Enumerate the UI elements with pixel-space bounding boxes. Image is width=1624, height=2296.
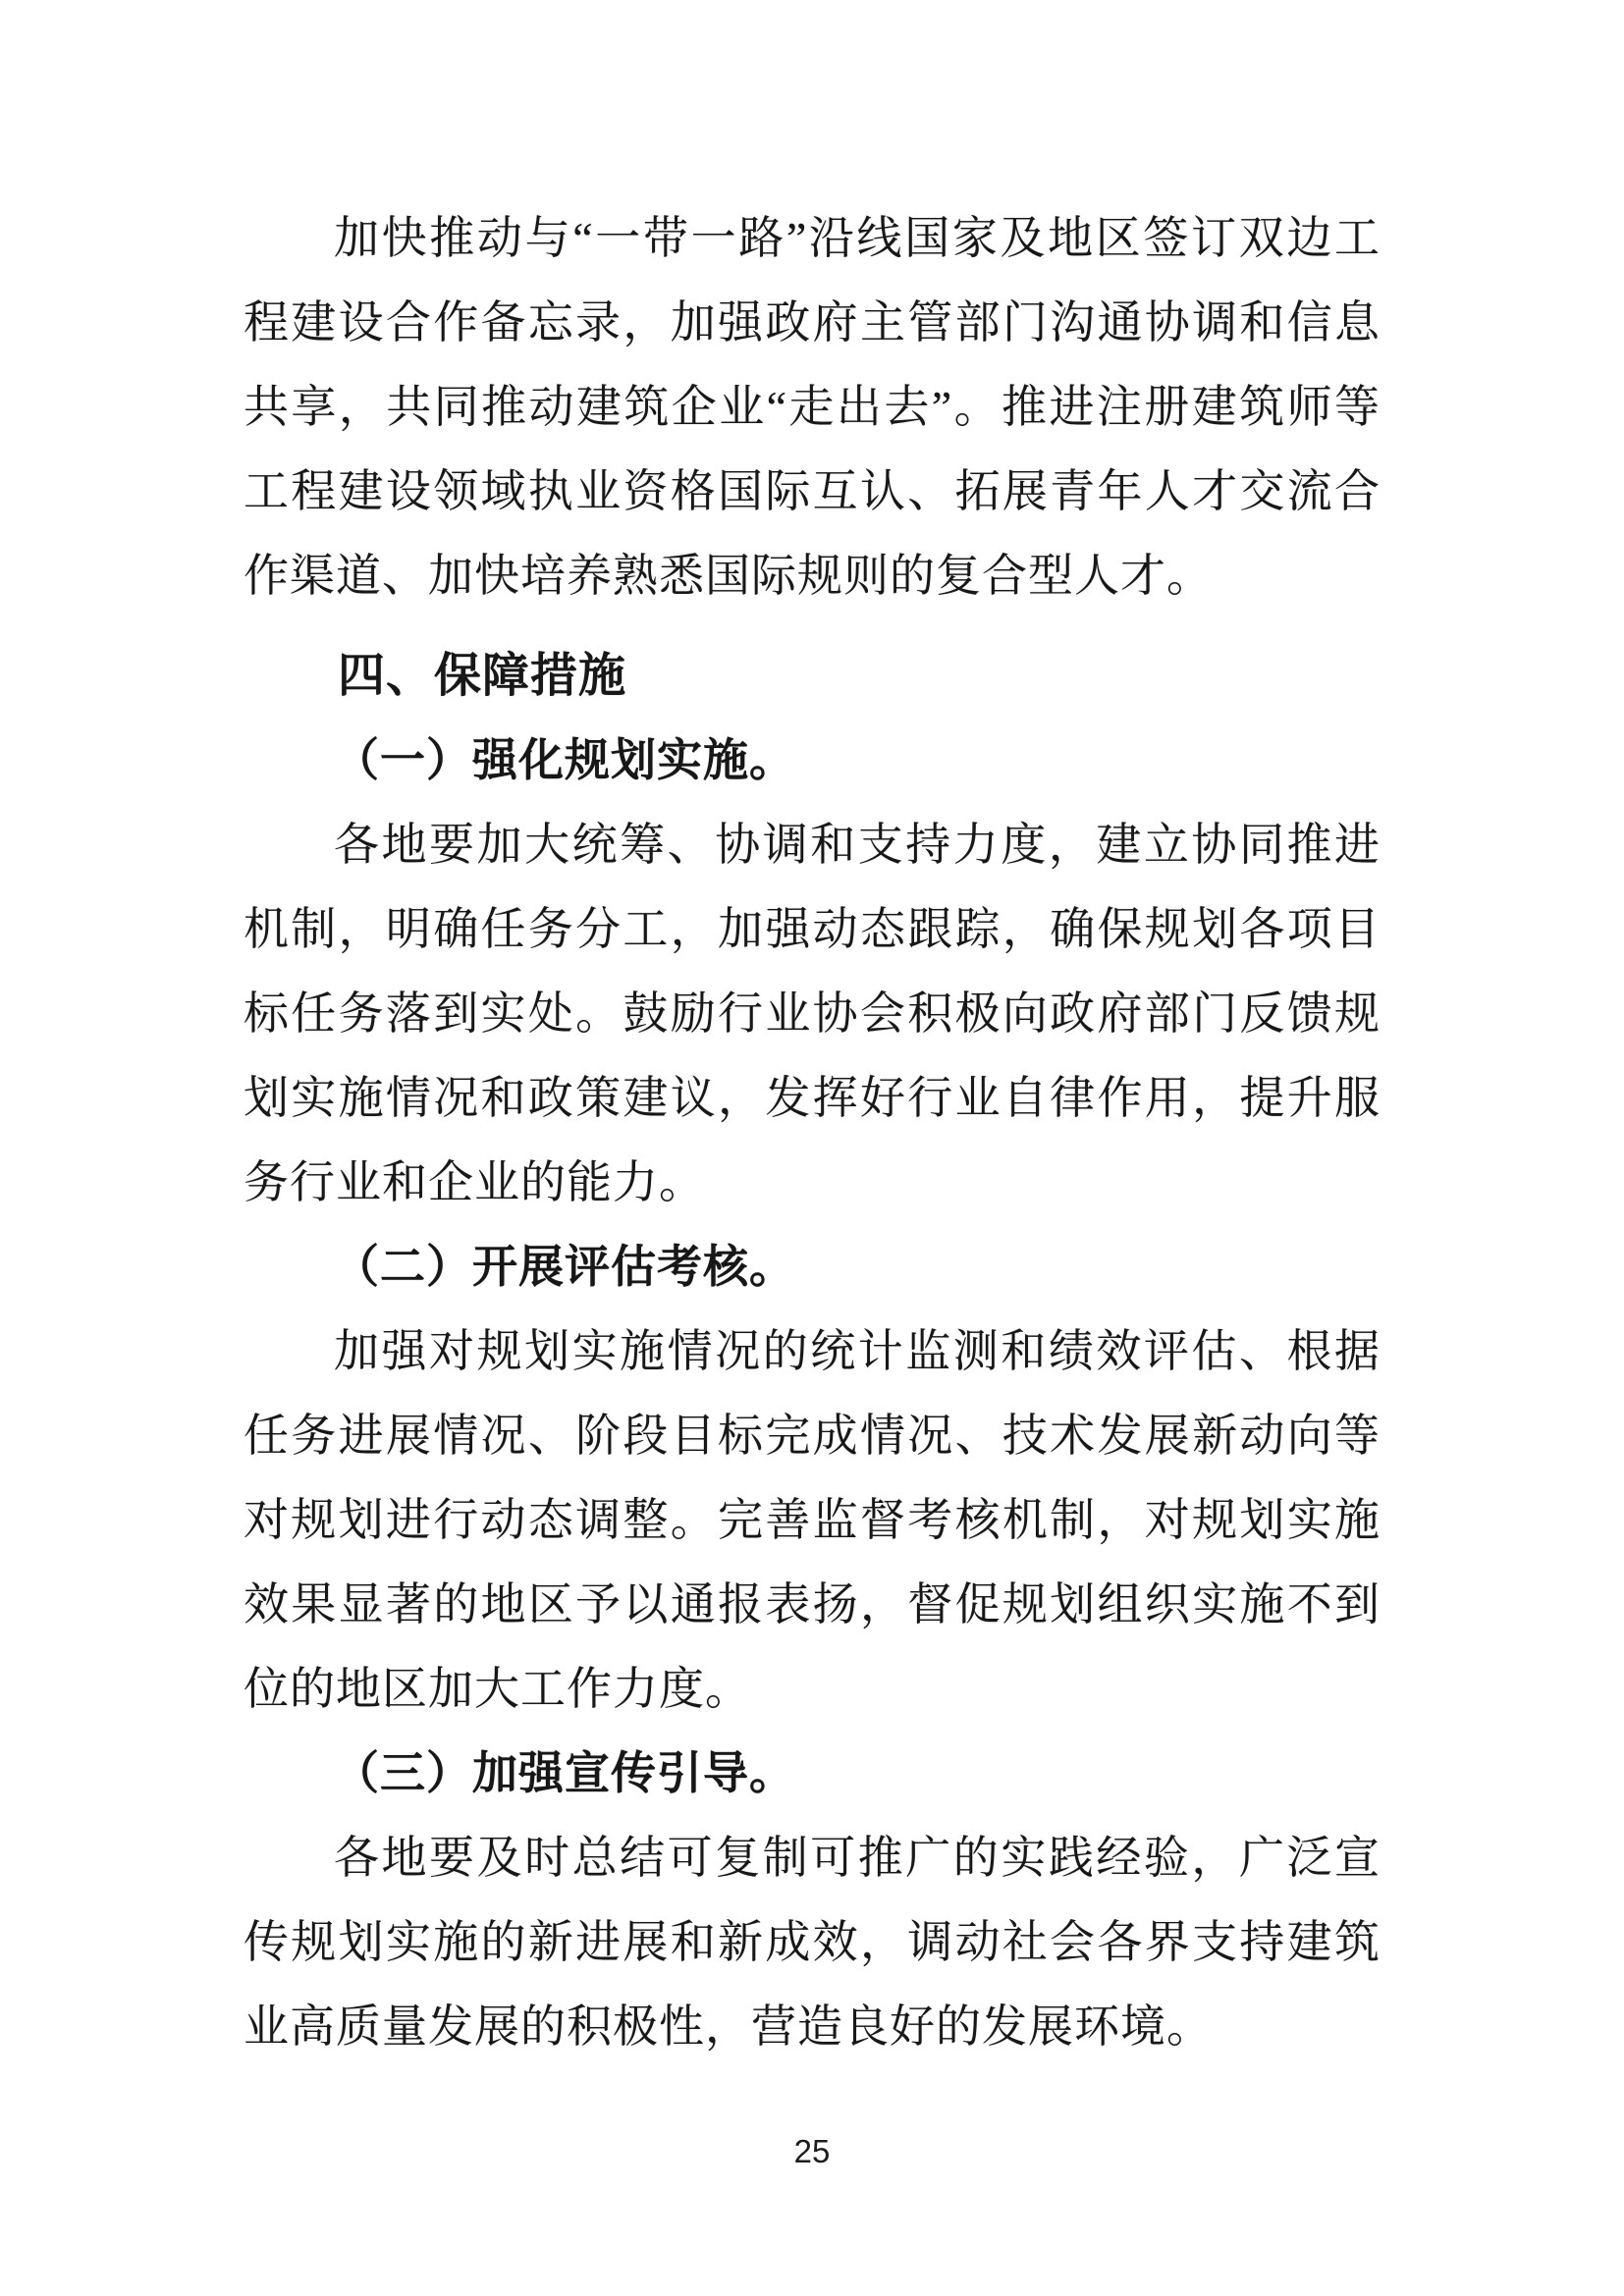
subsection-heading-evaluation-assessment: （二）开展评估考核。	[334, 1242, 795, 1292]
page-number: 25	[793, 2133, 831, 2169]
subsection-heading-strengthen-plan-implementation: （一）强化规划实施。	[334, 735, 795, 785]
paragraph-belt-and-road-cooperation: 加快推动与“一带一路”沿线国家及地区签订双边工程建设合作备忘录，加强政府主管部门沟通协调和信息共享，共同推动建筑企业“走出去”。推进注册建筑师等工程建设领域执业资格国际互认、拓展青年人才交流合作渠道、加快培养熟悉国际规则的复合型人才。	[244, 213, 1380, 601]
subsection-heading-publicity-guidance: （三）加强宣传引导。	[334, 1748, 795, 1798]
paragraph-publicity-guidance: 各地要及时总结可复制可推广的实践经验，广泛宣传规划实施的新进展和新成效，调动社会各界支持建筑业高质量发展的积极性，营造良好的发展环境。	[244, 1833, 1380, 2052]
document-content	[244, 196, 1380, 2069]
paragraph-evaluation-assessment: 加强对规划实施情况的统计监测和绩效评估、根据任务进展情况、阶段目标完成情况、技术发展新动向等对规划进行动态调整。完善监督考核机制，对规划实施效果显著的地区予以通报表扬，督促规划组织实施不到位的地区加大工作力度。	[244, 1326, 1380, 1714]
paragraph-plan-implementation: 各地要加大统筹、协调和支持力度，建立协同推进机制，明确任务分工，加强动态跟踪，确保规划各项目标任务落到实处。鼓励行业协会积极向政府部门反馈规划实施情况和政策建议，发挥好行业自律作用，提升服务行业和企业的能力。	[244, 820, 1380, 1207]
section-heading-safeguard-measures: 四、保障措施	[338, 650, 627, 702]
